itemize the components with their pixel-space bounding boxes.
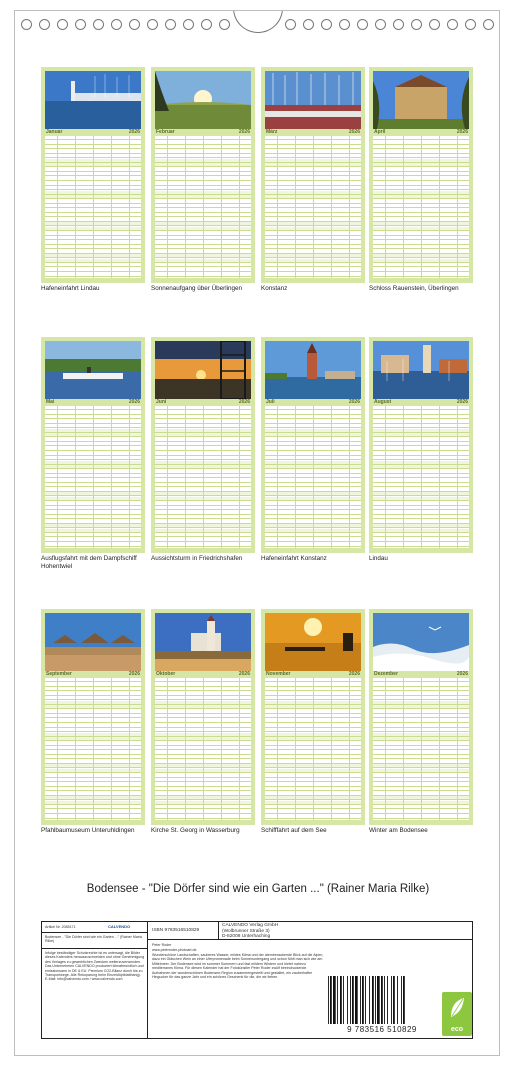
calendar-description: Wunderschöne Landschaften, sauberes Wasser, mildes Klima und der atemberaubende Blick auf die Alpen, dazu ein Gläschen Wein an einer Uferpromenade beim Sonnenuntergang und schon fühlt man sich wie am Mittelmeer. Der Bodensee wird im sommer Sommern und fast mildem Wintern und bietet nahezu mediterranes Klima. Für diesen Kalender hat der Fotokünstler Peter Roder zwölf beeindruckende Aufnahmen der wunderschönen Bodensee-Region zusammengestellt und gestaltet, ein zauberhafter Hingucker für das ganze Jahr und ein schönes Geschenk für die, die wir lieben. [152, 953, 324, 980]
day-grid [45, 678, 141, 820]
day-grid [155, 406, 251, 548]
day-grid [265, 406, 361, 548]
eco-badge [442, 992, 472, 1036]
day-grid [265, 136, 361, 278]
binding-hole [147, 19, 158, 30]
month-year: 2026 [128, 399, 140, 405]
day-grid [45, 406, 141, 548]
month-header [155, 671, 251, 678]
photo-caption: Schifffahrt auf dem See [261, 827, 327, 834]
binding-hole [129, 19, 140, 30]
day-grid [155, 136, 251, 278]
month-photo [155, 71, 251, 129]
photo-caption: Konstanz [261, 285, 288, 292]
month-name: September [46, 671, 72, 677]
month-card-7 [261, 337, 365, 553]
month-header [373, 129, 469, 136]
back-cover-info [41, 921, 473, 1039]
month-name: November [266, 671, 291, 677]
barcode-number: 9 783516 510829 [347, 1025, 417, 1034]
binding-hole [303, 19, 314, 30]
photo-caption: Schloss Rauenstein, Überlingen [369, 285, 459, 292]
author-name: Peter Roder [152, 943, 172, 947]
month-name: Oktober [156, 671, 176, 677]
month-name: Februar [156, 129, 175, 135]
binding-hole [411, 19, 422, 30]
binding-hole [183, 19, 194, 30]
binding-hole [339, 19, 350, 30]
photo-caption: Winter am Bodensee [369, 827, 428, 834]
month-name: April [374, 129, 386, 135]
month-card-1 [41, 67, 145, 283]
month-year: 2026 [456, 129, 468, 135]
photo-caption: Ausflugsfahrt mit dem Dampfschiff Hohentwiel [41, 555, 137, 570]
month-year: 2026 [238, 399, 250, 405]
month-name: März [266, 129, 278, 135]
binding-hole [219, 19, 230, 30]
photo-caption: Kirche St. Georg in Wasserburg [151, 827, 240, 834]
month-header [45, 671, 141, 678]
binding-hole [165, 19, 176, 30]
binding-hole [201, 19, 212, 30]
month-header [155, 129, 251, 136]
month-year: 2026 [348, 129, 360, 135]
month-year: 2026 [456, 671, 468, 677]
calendar-page [14, 10, 500, 1056]
month-photo [45, 341, 141, 399]
binding-hole [21, 19, 32, 30]
month-name: August [374, 399, 392, 405]
month-year: 2026 [238, 129, 250, 135]
month-name: Juni [156, 399, 167, 405]
binding-hole [39, 19, 50, 30]
month-card-3 [261, 67, 365, 283]
month-photo [265, 613, 361, 671]
month-header [373, 671, 469, 678]
binding-hole [75, 19, 86, 30]
calvendo-logo: CALVENDO [108, 924, 131, 929]
month-card-5 [41, 337, 145, 553]
legal-notice: Infolge beständiger Schutzrechte ist es untersagt, die Bilder dieses Kalenders herauszuschneiden und ohne Genehmigung des Verlages zu gewerblichen Zwecken weiterzuverwenden. Das Unternehmen CALVENDO produziert klimafreundlich und emissionsarm in DE & EU. Premium CO2-Bilanz durch bis zu Transportwege. Alle Rekoparung beim Einzeldüptblatthang). E-Mail: info@calvendo.com / www.calvendo.com [45, 951, 145, 982]
month-year: 2026 [456, 399, 468, 405]
author-website: www.peterroder-photoart.de [152, 948, 197, 952]
month-card-8 [369, 337, 473, 553]
publisher-address: CALVENDO Verlag GmbH (Wolbrunner Straße 3) D-82008 Unterhaching [222, 923, 279, 940]
month-header [265, 129, 361, 136]
month-name: Januar [46, 129, 63, 135]
short-title: Bodensee - "Die Dörfer sind wie ein Garten ..." (Rainer Maria Rilke) [45, 935, 142, 944]
binding-hole [57, 19, 68, 30]
binding-hole [483, 19, 494, 30]
month-card-9 [41, 609, 145, 825]
month-card-2 [151, 67, 255, 283]
month-photo [373, 613, 469, 671]
binding-hole [429, 19, 440, 30]
photo-caption: Aussichtsturm in Friedrichshafen [151, 555, 243, 562]
photo-caption: Hafeneinfahrt Konstanz [261, 555, 327, 562]
month-card-6 [151, 337, 255, 553]
binding-hole [447, 19, 458, 30]
photo-caption: Pfahlbaumuseum Unteruhldingen [41, 827, 135, 834]
barcode [324, 976, 434, 1026]
binding-hole [111, 19, 122, 30]
day-grid [373, 406, 469, 548]
month-year: 2026 [128, 671, 140, 677]
month-header [155, 399, 251, 406]
photo-caption: Lindau [369, 555, 388, 562]
binding-hole [357, 19, 368, 30]
month-year: 2026 [348, 671, 360, 677]
month-header [45, 129, 141, 136]
article-number: Artikel Nr. 2085171 [45, 925, 76, 929]
month-photo [45, 71, 141, 129]
month-year: 2026 [348, 399, 360, 405]
day-grid [155, 678, 251, 820]
month-photo [265, 341, 361, 399]
month-name: Dezember [374, 671, 398, 677]
month-header [45, 399, 141, 406]
day-grid [45, 136, 141, 278]
binding-hole [375, 19, 386, 30]
isbn: ISBN 9783516510829 [152, 928, 200, 933]
photo-caption: Sonnenaufgang über Überlingen [151, 285, 243, 292]
month-year: 2026 [238, 671, 250, 677]
binding-hole [465, 19, 476, 30]
month-header [265, 399, 361, 406]
month-card-12 [369, 609, 473, 825]
day-grid [265, 678, 361, 820]
eco-label: eco [450, 1026, 464, 1033]
month-name: Mai [46, 399, 55, 405]
leaf-icon [448, 997, 466, 1019]
calendar-title: Bodensee - "Die Dörfer sind wie ein Garten ..." (Rainer Maria Rilke) [86, 883, 430, 895]
binding-hole [393, 19, 404, 30]
binding-hole [321, 19, 332, 30]
month-header [265, 671, 361, 678]
month-photo [373, 71, 469, 129]
binding-hole [93, 19, 104, 30]
photo-caption: Hafeneinfahrt Lindau [41, 285, 100, 292]
month-card-11 [261, 609, 365, 825]
month-name: Juli [266, 399, 275, 405]
month-photo [45, 613, 141, 671]
day-grid [373, 678, 469, 820]
month-header [373, 399, 469, 406]
month-photo [155, 341, 251, 399]
month-card-4 [369, 67, 473, 283]
day-grid [373, 136, 469, 278]
month-photo [265, 71, 361, 129]
month-year: 2026 [128, 129, 140, 135]
month-photo [155, 613, 251, 671]
month-card-10 [151, 609, 255, 825]
product-info-column [42, 922, 148, 1038]
month-photo [373, 341, 469, 399]
binding-hole [285, 19, 296, 30]
